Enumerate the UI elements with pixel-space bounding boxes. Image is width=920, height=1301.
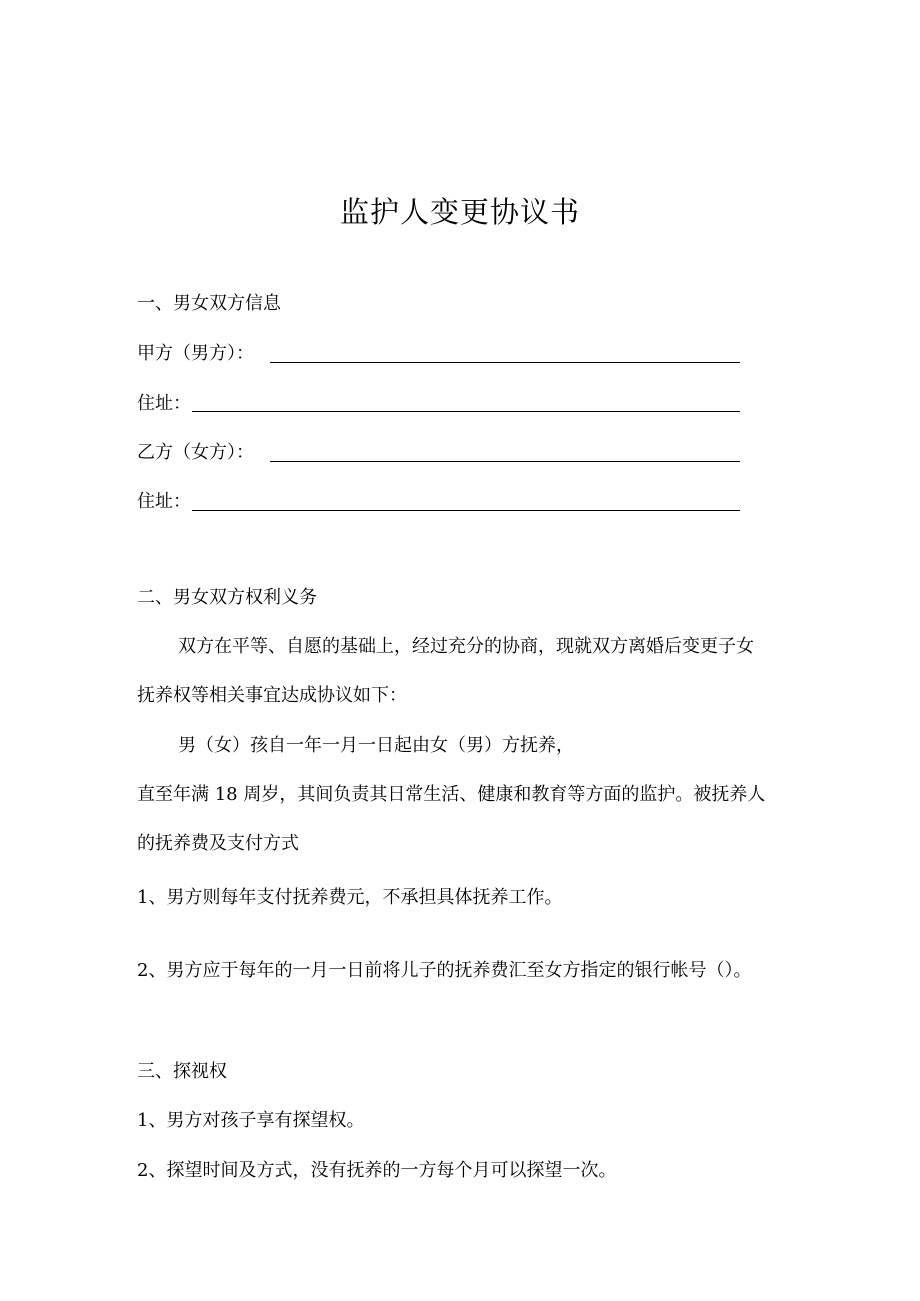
party-a-input-line[interactable] [270, 362, 740, 363]
party-a-address-input-line[interactable] [192, 411, 740, 412]
party-a-label: 甲方（男方）： [137, 343, 254, 364]
section-2-heading: 二、男女双方权利义务 [137, 587, 317, 608]
section-3-heading: 三、探视权 [137, 1061, 227, 1082]
section-2-para1-line2: 抚养权等相关事宜达成协议如下： [137, 685, 407, 706]
section-2-para1-line1: 双方在平等、自愿的基础上，经过充分的协商，现就双方离婚后变更子女 [178, 636, 754, 657]
party-a-address-label: 住址： [137, 393, 191, 414]
section-2-item-2: 2、男方应于每年的一月一日前将儿子的抚养费汇至女方指定的银行帐号（）。 [137, 960, 752, 981]
party-b-input-line[interactable] [270, 461, 740, 462]
party-b-label: 乙方（女方）： [137, 442, 254, 463]
section-2-para2-line3: 的抚养费及支付方式 [137, 833, 299, 854]
section-2-para2-line1: 男（女）孩自一年一月一日起由女（男）方抚养， [178, 735, 574, 756]
party-b-address-label: 住址： [137, 491, 191, 512]
party-b-address-input-line[interactable] [192, 510, 740, 511]
section-1-heading: 一、男女双方信息 [137, 293, 281, 314]
document-title: 监护人变更协议书 [339, 195, 580, 229]
section-3-item-2: 2、探望时间及方式，没有抚养的一方每个月可以探望一次。 [137, 1160, 617, 1181]
section-3-item-1: 1、男方对孩子享有探望权。 [137, 1110, 365, 1131]
section-2-item-1: 1、男方则每年支付抚养费元，不承担具体抚养工作。 [137, 887, 563, 908]
section-2-para2-line2: 直至年满 18 周岁，其间负责其日常生活、健康和教育等方面的监护。被抚养人 [137, 784, 766, 805]
